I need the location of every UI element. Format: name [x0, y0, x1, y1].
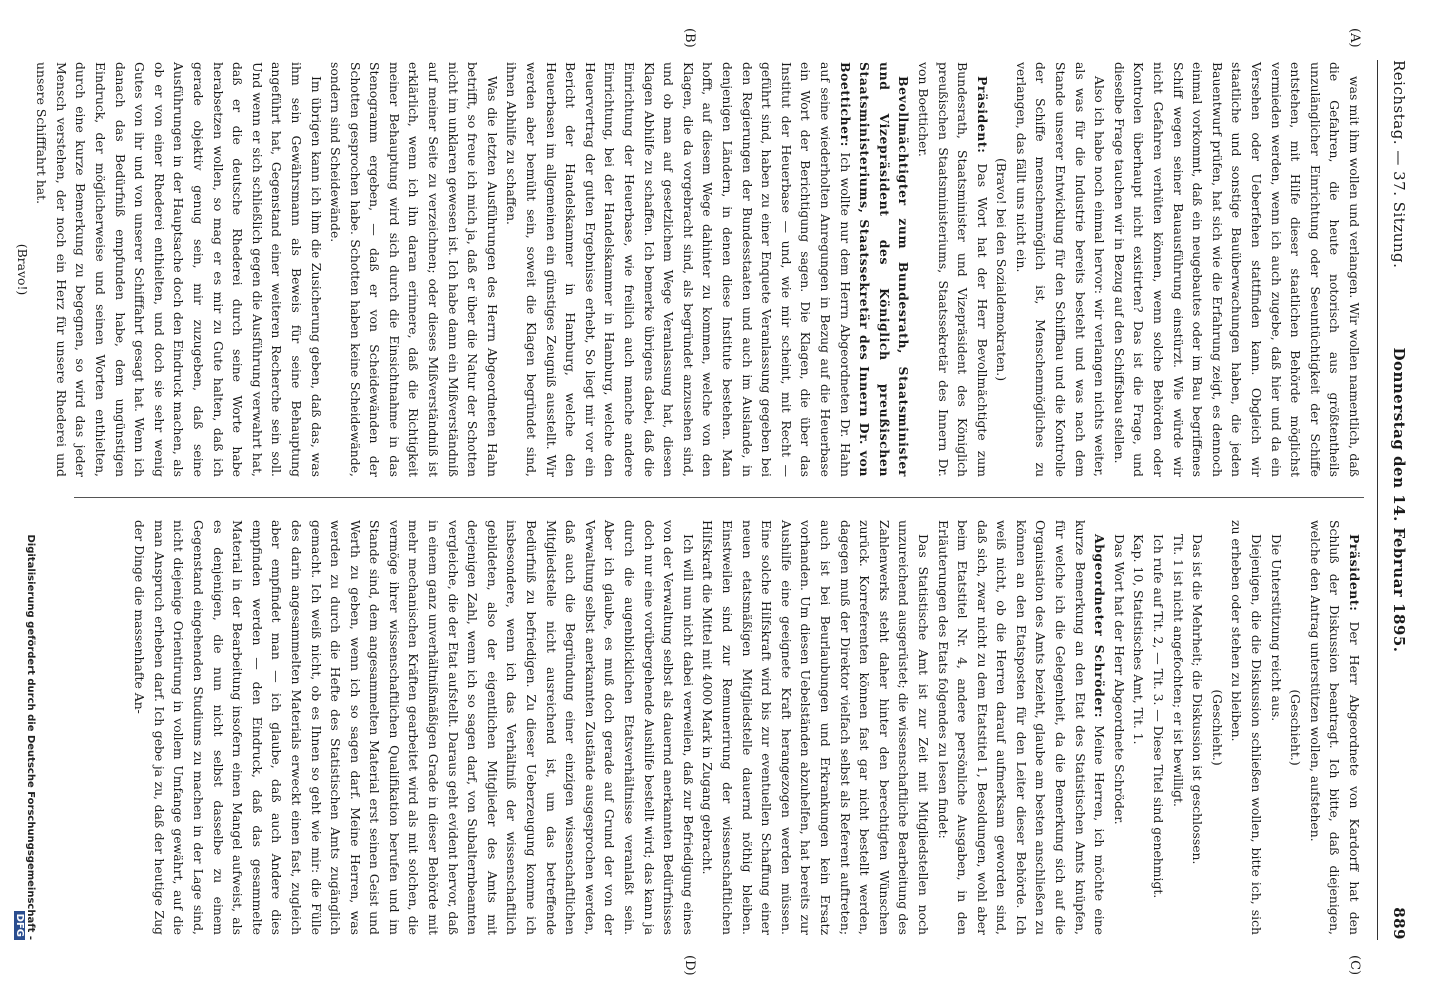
header-left: Reichstag. — 37. Sitzung. [1390, 60, 1408, 269]
stage-direction: (Geschieht.) [1209, 689, 1225, 766]
right-column [64, 520, 1364, 935]
page-number: 889 [1390, 907, 1408, 940]
body-paragraph: Kap. 10, Statistisches Amt, Tit. 1. [1131, 534, 1147, 745]
column-divider [74, 497, 1364, 498]
dfg-logo: DFG [14, 911, 25, 940]
body-paragraph: Tit. 1 ist nicht angefochten; er ist bewilligt. [1170, 534, 1186, 807]
speech-text: Der Herr Abgeordnete von Kardorff hat den Schluß der Diskussion beantragt. Ich bitte, daß diejenigen, welche den Antrag unterstützen wollen, aufstehen. [1307, 520, 1362, 935]
header-date: Donnerstag den 14. Februar 1895. [1390, 347, 1408, 653]
body-paragraph: Was die letzten Ausführungen des Herrn Abgeordneten Hahn betrifft, so freue ich mich ja, daß er über die Natur der Schotten nicht im unklaren gewesen ist. Ich habe dann ein Mißverständniß auf meiner Seite zu verzeichnen; oder dieses Mißverständniß ist erklärlich, wenn ich ihn daran erinnere, daß die Richtigkeit meiner Behauptung wird sich durch die Einsichtnahme in das Stenogramm ergeben, — daß er von Scheidewänden der Schotten gesprochen habe. Schotten haben keine Scheidewände, sondern sind Scheidewände. [328, 62, 500, 477]
speaker-name: Abgeordneter Schröder: [1092, 534, 1108, 719]
speech-paragraph [502, 62, 913, 477]
left-column [14, 62, 1364, 477]
body-paragraph: Das Wort hat der Herr Abgeordnete Schröder. [1111, 534, 1127, 825]
body-paragraph: Das ist die Mehrheit; die Diskussion ist geschlossen. [1190, 534, 1206, 865]
credit-text: Digitalisierung gefördert durch die Deutsche Forschungsgemeinschaft - [25, 534, 36, 940]
speech-text: Ich wollte nur dem Herrn Abgeordneten Dr. Hahn auf seine wiederholten Anregungen in Bezug auf die Heuerbase ein Wort der Berichtigung sagen. Die Klagen, die über das Institut der Heuerbase — und, wie mir scheint, mit Recht — geführt sind, haben zu einer Enquete Veranlassung gegeben bei den Regierungen der Bundesstaaten und auch im Auslande, in denjenigen Ländern, in denen diese Institute bestehen. Man hofft, auf diesem Wege dahinter zu kommen, welche von den Klagen, die da vorgebracht sind, als begründet anzusehen sind, und ob man auf gesetzlichem Wege Veranlassung hat, diesen Klagen Abhilfe zu schaffen. Ich bemerke übrigens dabei, daß die Einrichtung der Heuerbase, wie freilich auch manche andere Einrichtung, bei der Handelskammer in Hamburg, welche den Heuervertrag der guten Ergebnisse erhebt, So liegt mir vor ein Bericht der Handelskammer in Hamburg, welche den Heuerbasen im allgemeinen ein günstiges Zeugniß ausstellt. Wir werden aber bemüht sein, soweit die Klagen begründet sind, ihnen Abhilfe zu schaffen. [504, 62, 853, 477]
speaker-name: Präsident: [1347, 534, 1362, 612]
margin-marker-a: (A) [1347, 28, 1362, 48]
body-paragraph: Ich will nun nicht dabei verweilen, daß zur Befriedigung eines von der Verwaltung selbst als dauernd anerkannten Bedürfnisses doch nur eine vorübergehende Aushilfe bestellt wird; das kann ja durch die augenblicklichen Etatsverhältnisse veranlaßt sein. Aber ich glaube, es muß doch gerade auf Grund der von der Verwaltung selbst anerkannten Zustände ausgesprochen werden, daß auch die Begründung einer einzigen wissenschaftlichen Mitgliedstelle nicht ausreichend ist, um das betreffende Bedürfniß zu befriedigen. Zu dieser Ueberzeugung komme ich insbesondere, wenn ich das Verhältniß der wissenschaftlich gebildeten, also der eigentlichen Mitglieder des Amts mit derjenigen Zahl, wenn ich so sagen darf, von Subalternbeamten vergleiche, die der Etat aufstellt. Daraus geht evident hervor, daß in einem ganz unverhältnißmäßigen Grade in dieser Behörde mit mehr mechanischen Kräften gearbeitet wird als mit solchen, die vermöge ihrer wissenschaftlichen Qualifikation berufen und im Stande sind, dem angesammelten Material erst seinen Geist und Werth zu geben, wenn ich so sagen darf. Meine Herren, was werden zu durch die Hefte des Statistischen Amts zugänglich gemacht. Ich weiß nicht, ob es Ihnen so geht wie mir: die Fülle des darin angesammelten Materials erweckt einen fast, zugleich aber empfindet man — ich glaube, daß auch Andere dies empfinden werden — den Eindruck, daß das gesammelte Material in der Bearbeitung insofern einen Mangel aufweist, als es denjenigen, die nun nicht selbst dasselbe zu einem Gegenstand eingehenden Studiums zu machen in der Lage sind, nicht diejenige Orientirung in vollem Umfange gewährt, auf die man Anspruch erheben darf. Ich gebe ja zu, daß der heutige Zug der Dinge die massenhafte An- [132, 520, 696, 935]
margin-marker-d: (D) [682, 955, 697, 976]
speech-text: Meine Herren, ich möchte eine kurze Bemerkung an den Etat des Statistischen Amts knüpfen, für welche ich die Gelegenheit, da die Bemerkung sich auf die Organisation des Amts bezieht, glaube am besten anschließen zu können an den Etatsposten für den Leiter dieser Behörde. Ich weiß nicht, ob die Herren darauf aufmerksam geworden sind, daß sich, zwar nicht zu dem Etatstitel 1, Besoldungen, wohl aber beim Etatstitel Nr. 4, andere persönliche Ausgaben, in den Erläuterungen des Etats folgendes zu lesen findet: [935, 520, 1108, 935]
body-paragraph: Ich rufe auf Tit. 2, — Tit. 3. — Diese Titel sind genehmigt. [1151, 534, 1167, 899]
body-paragraph: was mit ihm wollen und verlangen. Wir wollen namentlich, daß die Gefahren, die heute notorisch aus größtentheils unzulänglicher Einrichtung oder Seeuntüchtigkeit der Schiffe entstehen, mit Hilfe dieser staatlichen Behörde möglichst vermieden werden, wenn ich auch zugebe, daß hier und da ein Versehen oder Ueberfehen stattfinden kann. Obgleich wir staatliche und sonstige Bauüberwachungen haben, die jeden Bauentwurf prüfen, hat sich wie die Erfahrung zeigt, es dennoch einmal vorkommt, daß ein neugebautes oder im Bau begriffenes Schiff wegen seiner Bauausführung einstürzt. Wie würde wir nicht Gefahren verhüten können, wenn solche Behörden oder Kontrolen überhaupt nicht existirten? Das ist die Frage, und dieselbe Frage tauchen wir in Bezug auf den Schiffsbau stellen. [1111, 62, 1362, 477]
speaker-name: Bevollmächtigter zum Bundesrath, Staatsminister und Vizepräsident des Königlich preußischen Staatsministeriums, Staatssekretär des Innern Dr. von Boetticher: [837, 62, 912, 477]
speaker-name: Präsident: [974, 76, 990, 154]
stage-direction: (Bravo! bei den Sozialdemokraten.) [994, 157, 1010, 382]
margin-marker-b: (B) [682, 28, 697, 48]
stage-direction: (Bravo!) [14, 243, 30, 296]
speech-text: Das Wort hat der Herr Bevollmächtigte zum Bundesrath, Staatsminister und Vizepräsident des Königlich preußischen Staatsministeriums, Staatssekretär des Innern Dr. von Boetticher. [915, 62, 990, 477]
digitization-credit [14, 520, 36, 940]
stage-direction: (Geschieht.) [1288, 689, 1304, 766]
body-paragraph: Also ich habe noch einmal hervor: wir verlangen nichts weiter, als was für die Industrie bereits besteht und was nach dem Stande unserer Entwicklung für den Schiffbau und die Kontrolle der Schiffe menschenmöglich ist, Menschenmögliches zu verlangen, das fällt uns nicht ein. [1013, 62, 1108, 477]
margin-marker-c: (C) [1347, 955, 1362, 976]
speech-paragraph [1305, 520, 1364, 935]
body-paragraph: Die Unterstützung reicht aus. [1268, 534, 1284, 722]
running-header [1382, 60, 1418, 940]
speech-paragraph [913, 62, 991, 477]
header-rule [1377, 60, 1378, 940]
speech-paragraph [933, 520, 1109, 935]
body-paragraph: Das Statistische Amt ist zur Zeit mit Mitgliedstellen noch unzureichend ausgerüstet; die wissenschaftliche Bearbeitung des Zahlenwerks steht daher hinter den berechtigten Wünschen zurück. Korreferenten können fast gar nicht bestellt werden, dagegen muß der Direktor vielfach selbst als Referent auftreten; auch ist bei Beurlaubungen und Erkrankungen kein Ersatz vorhanden. Um diesen Uebelständen abzuhelfen, hat bereits zur Aushilfe eine geeignete Kraft herangezogen werden müssen. Eine solche Hilfskraft wird bis zur eventuellen Schaffung einer neuen etatsmäßigen Mitgliedstelle dauernd nöthig bleiben. Einstweilen sind zur Remunerirung der wissenschaftlichen Hilfskraft die Mittel mit 4000 Mark in Zugang gebracht. [700, 520, 931, 935]
body-paragraph: Im übrigen kann ich ihm die Zusicherung geben, daß das, was ihm sein Gewährsmann als Beweis für seine Behauptung angeführt hat, Gegenstand einer weiteren Recherche sein soll. Und wenn er sich schließlich gegen die Ausführung verwahrt hat, daß er die deutsche Rhederei durch seine Worte habe herabsetzen wollen, so mag er es mir zu Gute halten, daß ich gerade objektiv genug sein, mir zuzugeben, daß seine Ausführungen in der Hauptsache doch den Eindruck machen, als ob er von einer Rhederei enthielten, und doch sie sehr wenig Gutes von ihr und von unserer Schifffahrt gesagt hat. Wenn ich danach das Bedürfniß empfunden habe, dem ungünstigen Eindruck, der möglicherweise und seinen Worten enthielten, durch eine kurze Bemerkung zu begegnen, so wird das jeder Mensch verstehen, der noch ein Herz für unsere Rhederei und unsere Schifffahrt hat. [34, 62, 324, 477]
body-paragraph: Diejenigen, die die Diskussion schließen wollen, bitte ich, sich zu erheben oder stehen zu bleiben. [1229, 520, 1265, 935]
